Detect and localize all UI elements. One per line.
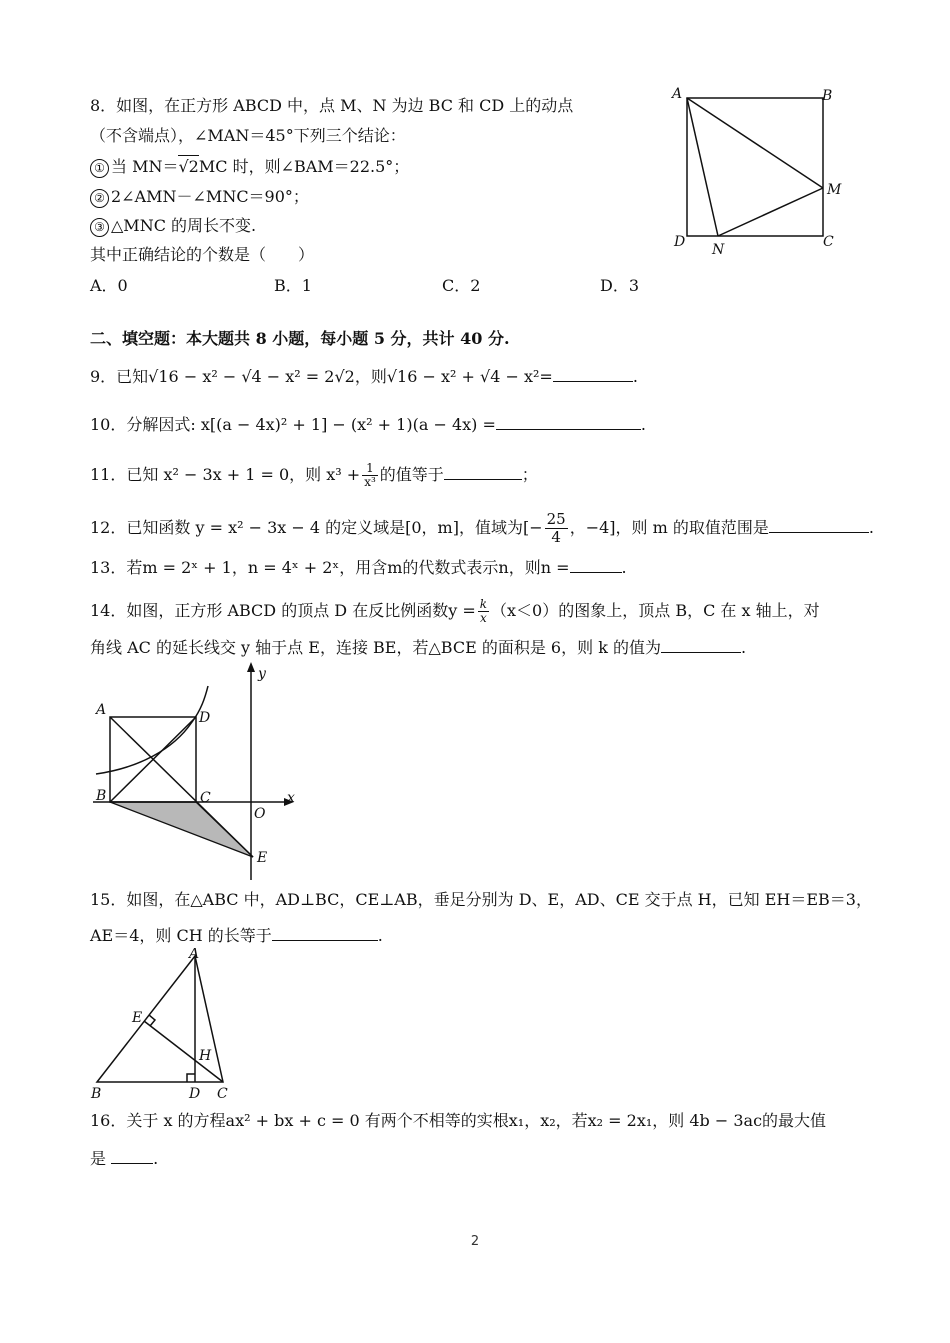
- q10-answer-blank[interactable]: [496, 413, 641, 430]
- q15-label-d: D: [189, 1086, 201, 1102]
- q12-answer-blank[interactable]: [769, 516, 869, 533]
- q10: 10．分解因式: x[(a − 4x)² + 1] − (x² + 1)(a − 4x) = .: [90, 415, 646, 434]
- q14-y-arrow: [247, 662, 255, 672]
- q8-label-a: A: [672, 86, 683, 102]
- q8-label-d: D: [674, 234, 686, 250]
- q8-line-am: [687, 98, 823, 188]
- q15-label-e: E: [132, 1010, 143, 1026]
- q12-fraction: $\frac{25}{4}$: [546, 510, 566, 546]
- q15-line1: 15．如图，在△ABC 中，AD⊥BC，CE⊥AB，垂足分别为 D、E，AD、CE 交于点 H，已知 EH＝EB＝3，: [90, 890, 872, 909]
- q15-line2: AE＝4，则 CH 的长等于 .: [90, 926, 383, 945]
- q14-shaded-triangle-bce: [110, 802, 253, 857]
- q11-fraction: $\frac{1}{\text{x³}}$: [364, 461, 376, 489]
- q11-answer-blank[interactable]: [444, 463, 522, 480]
- q8-c1-number: ①: [90, 159, 109, 178]
- q8-line2: （不含端点），∠MAN＝45°下列三个结论：: [90, 126, 406, 145]
- q8-conclusion-2: ② 2∠AMN－∠MNC＝90°；: [90, 186, 309, 208]
- q14-label-a: A: [96, 702, 107, 718]
- q15-label-a: A: [189, 948, 200, 962]
- q13-answer-blank[interactable]: [570, 556, 622, 573]
- q14-coordinate-figure: [88, 660, 308, 885]
- q14-diagonal-ae: [110, 717, 253, 857]
- q8-label-b: B: [822, 88, 833, 104]
- page-number: 2: [470, 1234, 480, 1249]
- q15-label-b: B: [91, 1086, 102, 1102]
- q8-label-m: M: [827, 182, 842, 198]
- q15-triangle-figure: [85, 948, 245, 1108]
- q14-label-d: D: [199, 710, 211, 726]
- q8-label-c: C: [823, 234, 834, 250]
- q8-label-n: N: [712, 242, 725, 258]
- q14-label-x: x: [287, 790, 295, 806]
- q14-label-o: O: [254, 806, 266, 822]
- q8-option-c: C．2: [442, 276, 481, 295]
- q8-option-a: A．0: [90, 276, 128, 295]
- q8-square: [687, 98, 823, 236]
- q8-c1-sqrt: √2: [178, 157, 199, 176]
- q15-right-angle-d: [187, 1074, 195, 1082]
- q14-line2: 角线 AC 的延长线交 y 轴于点 E，连接 BE，若△BCE 的面积是 6，则 k 的值为 .: [90, 638, 747, 657]
- q14-answer-blank[interactable]: [661, 636, 741, 653]
- q14-label-e: E: [257, 850, 268, 866]
- q16-line1: 16．关于 x 的方程ax² + bx + c = 0 有两个不相等的实根x₁，x₂，若x₂ = 2x₁，则 4b − 3ac的最大值: [90, 1111, 827, 1130]
- q9: 9．已知√16 − x² − √4 − x² = 2√2，则√16 − x² + √4 − x²= .: [90, 367, 638, 386]
- q9-answer-blank[interactable]: [553, 365, 633, 382]
- q8-question: 其中正确结论的个数是（ ）: [90, 245, 315, 264]
- q16-answer-blank[interactable]: [111, 1147, 153, 1164]
- q16-line2: 是 .: [90, 1149, 159, 1168]
- q14-label-y: y: [258, 666, 266, 682]
- q12: 12．已知函数 y = x² − 3x − 4 的定义域是[0，m]，值域为[− $\frac{25}{4}$ ，−4]，则 m 的取值范围是 .: [90, 510, 874, 546]
- q15-right-angle-e: [149, 1015, 155, 1026]
- q11: 11．已知 x² − 3x + 1 = 0，则 x³ + $\frac{1}{\text{x³}}$ 的值等于 ；: [90, 461, 538, 489]
- q8-option-d: D．3: [600, 276, 640, 295]
- q8-conclusion-1: ① 当 MN＝√2MC 时，则∠BAM＝22.5°；: [90, 156, 409, 178]
- q8-option-b: B．1: [274, 276, 312, 295]
- q8-line-an: [687, 98, 718, 236]
- q8-conclusion-3: ③ △MNC 的周长不变.: [90, 215, 256, 237]
- q8-square-figure: [660, 80, 860, 260]
- q14-label-b: B: [96, 788, 107, 804]
- q15-label-h: H: [199, 1048, 212, 1064]
- q8-line-mn: [718, 188, 823, 236]
- q13: 13．若m = 2ˣ + 1，n = 4ˣ + 2ˣ，用含m的代数式表示n，则n = .: [90, 558, 627, 577]
- q14-label-c: C: [200, 790, 211, 806]
- q14-line1: 14．如图，正方形 ABCD 的顶点 D 在反比例函数y = $\frac{k}{x}$ （x＜0）的图象上，顶点 B，C 在 x 轴上，对: [90, 597, 820, 625]
- q14-fraction: $\frac{k}{x}$: [479, 597, 488, 625]
- q8-line1: 8．如图，在正方形 ABCD 中，点 M、N 为边 BC 和 CD 上的动点: [90, 96, 574, 115]
- q15-label-c: C: [217, 1086, 228, 1102]
- section-2-heading: 二、填空题：本大题共 8 小题，每小题 5 分，共计 40 分.: [90, 329, 510, 348]
- q15-answer-blank[interactable]: [272, 924, 378, 941]
